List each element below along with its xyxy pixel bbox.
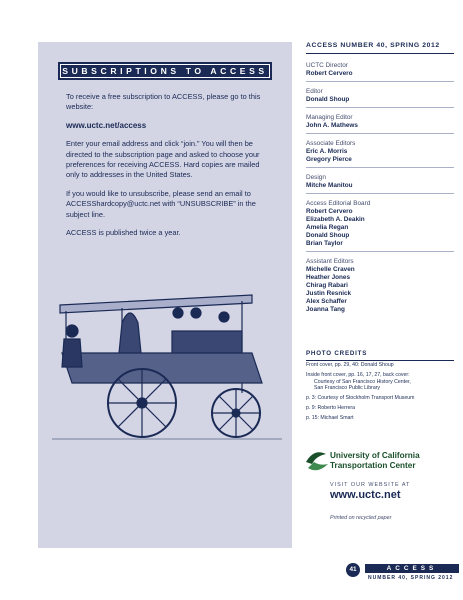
credit-line: Courtesy of San Francisco History Center, [314, 378, 411, 385]
staff-name: Michelle Craven [306, 266, 355, 273]
staff-role: Managing Editor [306, 114, 353, 121]
staff-group-director [306, 62, 454, 82]
subscription-url[interactable]: www.uctc.net/access [66, 120, 147, 130]
staff-role: UCTC Director [306, 62, 348, 69]
logo-line: University of California [330, 451, 420, 460]
intro-paragraph: To receive a free subscription to ACCESS, please go to this website: [66, 92, 261, 112]
photo-credits-heading: PHOTO CREDITS [306, 350, 454, 361]
staff-role: Design [306, 174, 326, 181]
credit-line: Inside front cover, pp. 16, 17, 27, back cover: [306, 371, 410, 378]
credit-item: p. 15: Michael Smart [306, 414, 354, 421]
unsubscribe-paragraph: If you would like to unsubscribe, please send an email to ACCESShardcopy@uctc.net with “UNSUBSCRIBE” in the subject line. [66, 188, 256, 219]
staff-name: Mitche Manitou [306, 182, 353, 189]
staff-role: Editor [306, 88, 323, 95]
staff-group-editor [306, 88, 454, 108]
staff-name: Justin Resnick [306, 290, 352, 297]
visit-label: VISIT OUR WEBSITE AT [330, 482, 411, 488]
staff-name: Amelia Regan [306, 224, 349, 231]
staff-name: Elizabeth A. Deakin [306, 216, 365, 223]
masthead-sidebar [306, 42, 454, 317]
staff-group-editorial-board [306, 200, 454, 252]
website-link[interactable]: www.uctc.net [330, 489, 401, 501]
staff-role: Associate Editors [306, 140, 356, 147]
staff-role: Access Editorial Board [306, 200, 371, 207]
staff-name: Heather Jones [306, 274, 351, 281]
recycled-note: Printed on recycled paper [330, 515, 392, 521]
credit-line: San Francisco Public Library [314, 385, 381, 392]
photo-credits [306, 362, 454, 425]
staff-role: Assistant Editors [306, 258, 354, 265]
staff-name: Robert Cervero [306, 70, 353, 77]
staff-name: Robert Cervero [306, 208, 353, 215]
logo-line: Transportation Center [330, 461, 416, 470]
join-paragraph: Enter your email address and click “join.” You will then be directed to the subscription page and asked to choose your preferences for receiving ACCESS. Hard copies are mailed only to addresses in the United States. [66, 139, 260, 180]
credit-item: p. 3: Courtesy of Stockholm Transport Museum [306, 395, 415, 402]
page-number: 41 [346, 563, 360, 577]
staff-name: Gregory Pierce [306, 156, 352, 163]
staff-name: Alex Schaffer [306, 298, 347, 305]
credit-item: Front cover, pp. 29, 40: Donald Shoup [306, 362, 394, 368]
subscriptions-banner: SUBSCRIPTIONS TO ACCESS [58, 62, 272, 80]
staff-name: Donald Shoup [306, 96, 350, 103]
uctc-logo-text [330, 451, 420, 471]
staff-group-design [306, 174, 454, 194]
staff-list [306, 62, 454, 317]
vintage-car-illustration [52, 283, 282, 443]
issue-heading: ACCESS NUMBER 40, SPRING 2012 [306, 42, 454, 54]
footer-title: ACCESS [365, 564, 459, 573]
staff-group-managing-editor [306, 114, 454, 134]
staff-group-assistant-editors [306, 258, 454, 317]
footer-issue: NUMBER 40, SPRING 2012 [368, 575, 454, 581]
credit-item [306, 372, 454, 392]
staff-group-associate-editors [306, 140, 454, 168]
staff-name: Joanna Tang [306, 306, 345, 313]
staff-name: Eric A. Morris [306, 148, 348, 155]
staff-name: Donald Shoup [306, 232, 350, 239]
staff-name: Brian Taylor [306, 240, 343, 247]
staff-name: Chirag Rabari [306, 282, 348, 289]
frequency-paragraph: ACCESS is published twice a year. [66, 228, 181, 238]
credit-item: p. 9: Roberto Herrera [306, 404, 356, 411]
subscription-text [66, 92, 272, 246]
staff-name: John A. Mathews [306, 122, 358, 129]
